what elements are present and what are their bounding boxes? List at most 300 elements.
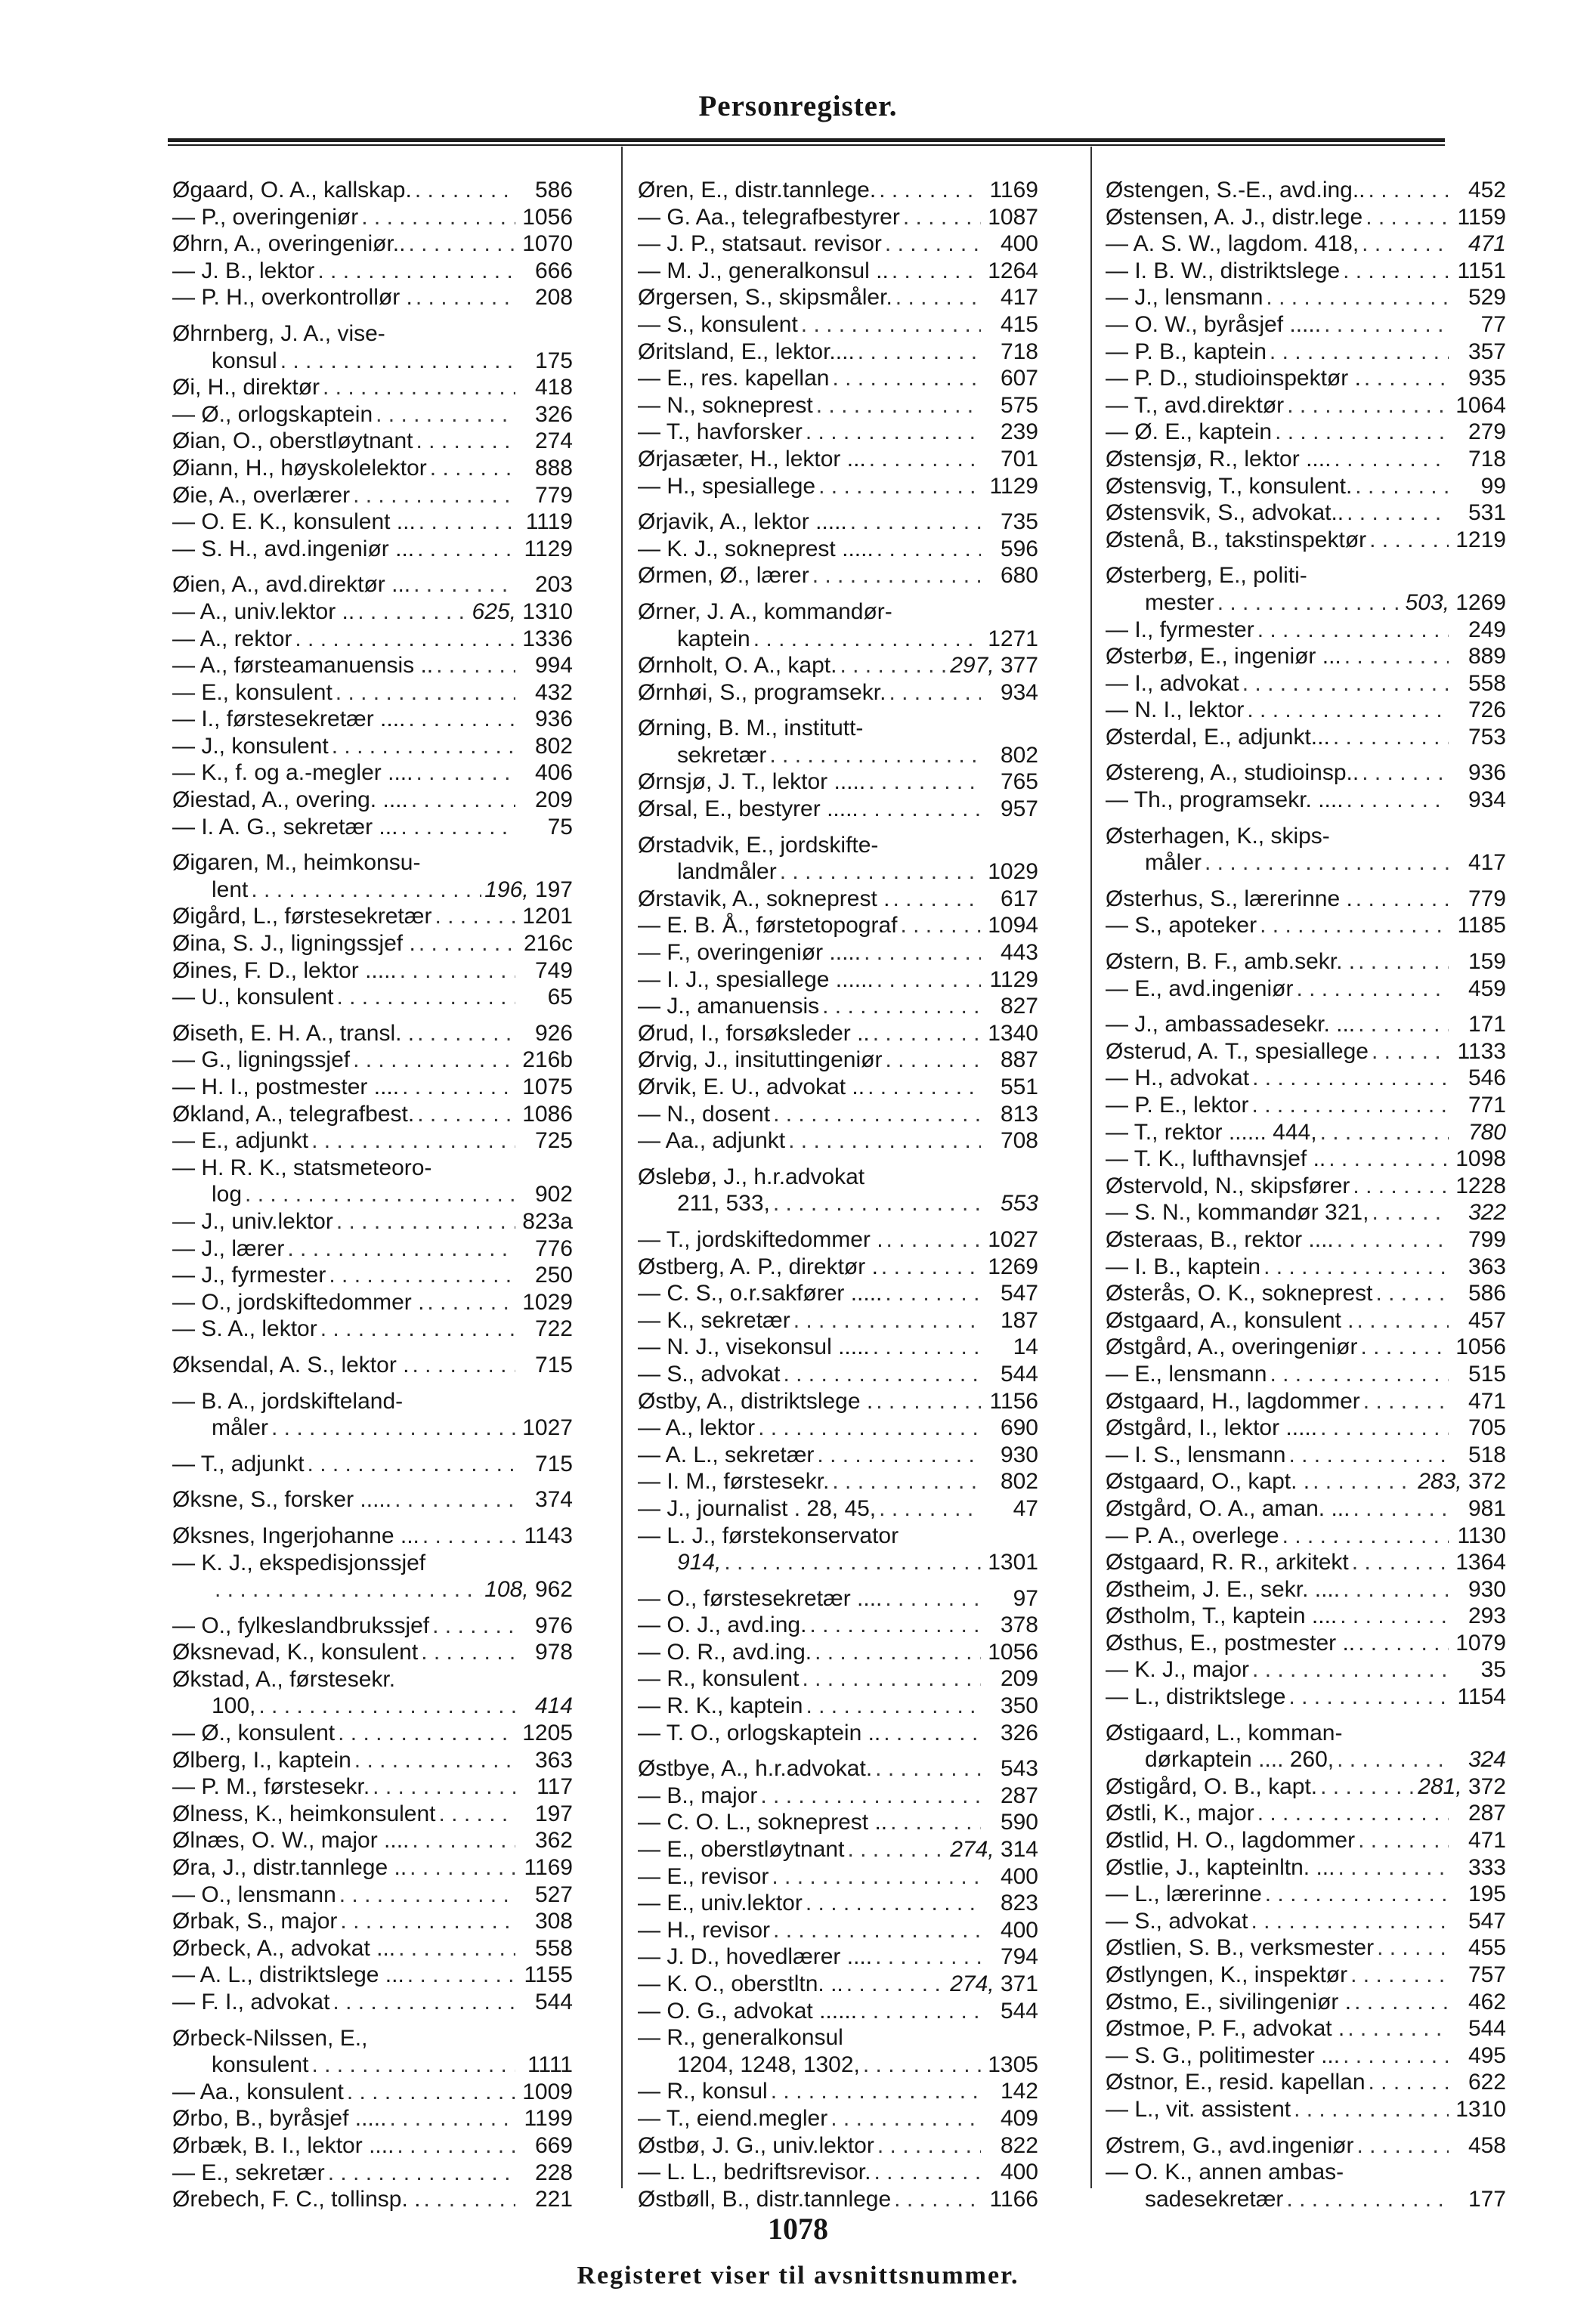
register-entry: [638, 1755, 1038, 1783]
entry-name: — E., avd.ingeniør: [1106, 976, 1294, 1001]
register-entry: [1106, 823, 1506, 850]
entry-name: Øra, J., distr.tannlege ..: [172, 1855, 407, 1881]
register-entry: [1106, 2069, 1506, 2096]
leader-dots: [900, 912, 981, 939]
entry-reference: 765: [1000, 769, 1038, 795]
entry-name: Østervold, N., skipsfører: [1106, 1173, 1350, 1198]
entry-section-number: [518, 1047, 573, 1074]
entry-section-number: [1452, 419, 1506, 446]
entry-name: — E. B. Å., førstetopograf: [638, 913, 898, 938]
entry-name: Østensvik, S., advokat..: [1106, 500, 1344, 526]
leader-dots: [271, 1415, 515, 1442]
entry-name: Østerberg, E., politi-: [1106, 563, 1307, 589]
leader-dots: [1270, 1361, 1449, 1388]
entry-name: Ørgersen, S., skipsmåler.: [638, 285, 892, 311]
entry-spacer: [1106, 1002, 1506, 1011]
entry-name: — E., oberstløytnant: [638, 1837, 845, 1863]
entry-section-number: [984, 365, 1038, 392]
entry-name: Ørbæk, B. I., lektor ....: [172, 2132, 394, 2158]
register-entry: [1106, 787, 1506, 814]
entry-name: Ørebech, F. C., tollinsp. .: [172, 2187, 421, 2212]
entry-name: Østgård, A., overingeniør: [1106, 1334, 1358, 1360]
entry-reference: 1336: [522, 626, 573, 651]
leader-dots: [1347, 2015, 1449, 2042]
leader-dots: [875, 1755, 981, 1783]
register-entry: [638, 912, 1038, 939]
register-entry: [172, 1576, 573, 1603]
register-entry: [172, 284, 573, 311]
entry-section-number: [1452, 886, 1506, 913]
leader-dots: [1320, 1119, 1449, 1146]
register-entry: [1106, 2132, 1506, 2160]
leader-dots: [280, 348, 515, 375]
entry-section-number: [984, 993, 1038, 1020]
entry-reference: 357: [1468, 339, 1506, 364]
entry-name: — J., fyrmester: [172, 1263, 326, 1288]
leader-dots: [1362, 759, 1449, 787]
entry-name: — C. O. L., sokneprest ..: [638, 1810, 888, 1835]
entry-reference: 596: [1000, 536, 1038, 561]
register-entry: [172, 2160, 573, 2187]
leader-dots: [413, 571, 515, 598]
entry-reference: 14: [1013, 1334, 1038, 1360]
leader-dots: [892, 886, 981, 913]
register-entry: [172, 733, 573, 760]
register-entry: [172, 1693, 573, 1720]
entry-reference: 1027: [522, 1415, 573, 1441]
register-entry: [638, 796, 1038, 823]
leader-dots: [308, 1451, 515, 1478]
register-entry: [172, 2132, 573, 2160]
entry-name: Østholm, T., kaptein ....: [1106, 1603, 1338, 1629]
entry-reference: 1029: [522, 1289, 573, 1315]
entry-section-number: [1452, 724, 1506, 751]
register-entry: [172, 571, 573, 598]
entry-section-number: [984, 536, 1038, 563]
entry-reference: 930: [1000, 1442, 1038, 1467]
entry-name: Østerbø, E., ingeniør ...: [1106, 644, 1341, 669]
entry-name: Øgaard, O. A., kallskap.: [172, 178, 412, 203]
entry-name: — O., førstesekretær ....: [638, 1585, 883, 1611]
entry-reference: 753: [1468, 724, 1506, 750]
entry-reference: 1064: [1455, 392, 1506, 418]
register-entry: [638, 2052, 1038, 2079]
entry-section-number: [1452, 177, 1506, 204]
entry-reference: 250: [534, 1263, 573, 1288]
entry-section-number: [984, 939, 1038, 966]
entry-extra-reference: 196,: [484, 877, 535, 902]
entry-name: Østbøll, B., distr.tannlege: [638, 2186, 892, 2212]
entry-name: Ørbeck-Nilssen, E.,: [172, 2025, 368, 2051]
entry-section-number: [518, 1773, 573, 1801]
entry-section-number: [518, 1827, 573, 1854]
leader-dots: [1352, 1549, 1449, 1576]
entry-reference: 216c: [523, 931, 573, 957]
entry-name: måler: [1145, 850, 1202, 876]
register-entry: [172, 1101, 573, 1128]
entry-name: Østgaard, O., kapt. .: [1106, 1469, 1310, 1495]
entry-name: Østmoe, P. F., advokat .: [1106, 2016, 1345, 2042]
register-entry: [172, 482, 573, 509]
entry-reference: 553: [1000, 1191, 1038, 1217]
leader-dots: [753, 626, 981, 653]
entry-name: — Aa., adjunkt: [638, 1128, 786, 1154]
entry-section-number: [518, 1127, 573, 1155]
entry-reference: 722: [534, 1316, 573, 1342]
entry-section-number: [984, 311, 1038, 339]
entry-name: — C. S., o.r.sakfører .....: [638, 1281, 883, 1306]
entry-name: Ølberg, I., kaptein: [172, 1747, 351, 1773]
entry-name: lent: [212, 877, 249, 902]
leader-dots: [1340, 1603, 1449, 1630]
entry-name: Østberg, A. P., direktør .: [638, 1254, 878, 1279]
entry-name: Økland, A., telegrafbest.: [172, 1101, 415, 1127]
entry-section-number: [518, 1352, 573, 1379]
entry-reference: 558: [1468, 670, 1506, 696]
register-entry: [172, 258, 573, 285]
entry-reference: 669: [534, 2132, 573, 2158]
entry-name: — G. Aa., telegrafbestyrer: [638, 204, 900, 230]
entry-reference: 287: [1468, 1801, 1506, 1826]
entry-section-number: [984, 258, 1038, 285]
register-entry: [1106, 284, 1506, 311]
entry-name: Østerud, A. T., spesiallege: [1106, 1038, 1369, 1064]
entry-reference: 308: [534, 1909, 573, 1934]
entry-name: — H. I., postmester ....: [172, 1074, 400, 1099]
register-entry: [638, 679, 1038, 707]
entry-reference: 590: [1000, 1810, 1038, 1835]
entry-spacer: [1106, 814, 1506, 823]
entry-section-number: [1452, 1254, 1506, 1281]
register-entry: [638, 1074, 1038, 1101]
entry-section-number: [984, 2105, 1038, 2132]
entry-section-number: [518, 1693, 573, 1720]
entry-name: Ørbeck, A., advokat ...: [172, 1935, 396, 1961]
register-entry: [1106, 1468, 1506, 1495]
register-entry: [1106, 1361, 1506, 1388]
leader-dots: [873, 1334, 981, 1361]
entry-name: Øina, S. J., ligningssjef .: [172, 931, 416, 957]
leader-dots: [1286, 2186, 1449, 2213]
entry-section-number: [1452, 1962, 1506, 1989]
entry-name: — P. E., lektor: [1106, 1093, 1249, 1118]
entry-reference: 1056: [522, 204, 573, 230]
leader-dots: [881, 1254, 981, 1281]
entry-reference: 371: [1000, 1971, 1038, 1996]
entry-name: — Ø., konsulent: [172, 1721, 336, 1746]
leader-dots: [889, 679, 981, 707]
entry-section-number: [1452, 1603, 1506, 1630]
entry-reference: 735: [1000, 509, 1038, 535]
entry-reference: 1185: [1457, 913, 1506, 938]
entry-reference: 47: [1013, 1495, 1038, 1521]
entry-extra-reference: 281,: [1418, 1773, 1468, 1799]
register-entry: [638, 1917, 1038, 1944]
register-entry: [638, 284, 1038, 311]
entry-section-number: [984, 912, 1038, 939]
entry-section-number: [518, 482, 573, 509]
entry-reference: 372: [1468, 1469, 1506, 1495]
entry-name: Øksne, S., forsker .....: [172, 1487, 392, 1513]
register-entry: [638, 1226, 1038, 1254]
entry-section-number: [984, 1809, 1038, 1836]
leader-dots: [1288, 1684, 1449, 1711]
register-entry: [172, 1720, 573, 1747]
entry-name: Østensjø, R., lektor ....: [1106, 446, 1332, 472]
entry-name: mester: [1145, 589, 1214, 615]
entry-name: — E., res. kapellan: [638, 366, 830, 391]
entry-spacer: [638, 1217, 1038, 1226]
entry-name: — I., fyrmester: [1106, 617, 1254, 642]
entry-spacer: [172, 1442, 573, 1451]
entry-name: Østbye, A., h.r.advokat.: [638, 1756, 873, 1782]
register-entry: [1106, 1146, 1506, 1173]
register-entry: [1106, 1523, 1506, 1550]
entry-section-number: [518, 428, 573, 455]
register-entry: [172, 1127, 573, 1155]
entry-reference: 377: [1000, 653, 1038, 679]
entry-reference: 1340: [988, 1020, 1038, 1046]
leader-dots: [883, 1720, 981, 1747]
entry-name: Øiann, H., høyskolelektor: [172, 455, 427, 481]
entry-name: — Ø., orlogskaptein: [172, 401, 373, 427]
entry-section-number: [950, 1971, 1038, 1998]
entry-reference: 794: [1000, 1944, 1038, 1970]
entry-name: Ørnhøi, S., programsekr.: [638, 679, 886, 705]
entry-name: Øren, E., distr.tannlege.: [638, 178, 877, 203]
register-entry: [172, 759, 573, 787]
entry-spacer: [638, 706, 1038, 715]
register-entry: [172, 1235, 573, 1263]
entry-section-number: [518, 626, 573, 653]
entry-name: — F. I., advokat: [172, 1990, 330, 2014]
entry-section-number: [984, 1998, 1038, 2025]
header-rule-thin: [168, 144, 1445, 146]
register-entry: [1106, 1388, 1506, 1415]
leader-dots: [863, 2052, 981, 2079]
entry-name: — N. I., lektor: [1106, 697, 1245, 723]
entry-name: — E., univ.lektor: [638, 1891, 803, 1916]
leader-dots: [879, 177, 981, 204]
entry-section-number: [950, 652, 1038, 679]
entry-reference: 99: [1480, 473, 1506, 499]
entry-section-number: [518, 571, 573, 598]
register-entry: [172, 1486, 573, 1514]
entry-name: — A. S. W., lagdom. 418,: [1106, 231, 1359, 257]
entry-section-number: [984, 562, 1038, 589]
leader-dots: [769, 742, 981, 769]
entry-section-number: [1452, 311, 1506, 339]
entry-reference: 994: [534, 653, 573, 679]
entry-reference: 471: [1468, 1828, 1506, 1854]
leader-dots: [772, 1863, 981, 1891]
leader-dots: [336, 984, 515, 1011]
entry-name: Ørjasæter, H., lektor ...: [638, 446, 866, 472]
leader-dots: [432, 1612, 515, 1640]
leader-dots: [422, 1523, 515, 1550]
entry-reference: 957: [1000, 796, 1038, 822]
entry-reference: 887: [1000, 1047, 1038, 1073]
register-entry: [172, 2105, 573, 2132]
register-entry: [638, 2132, 1038, 2160]
register-entry: [172, 1666, 573, 1693]
leader-dots: [846, 1971, 947, 1998]
register-entry: [1106, 1415, 1506, 1442]
leader-dots: [1353, 1173, 1449, 1200]
entry-name: — L., lærerinne: [1106, 1881, 1262, 1907]
entry-section-number: [484, 877, 573, 904]
register-entry: [1106, 1280, 1506, 1307]
leader-dots: [1343, 258, 1449, 285]
entry-name: Østgård, O. A., aman. ...: [1106, 1495, 1350, 1521]
entry-reference: 208: [534, 285, 573, 311]
leader-dots: [1260, 912, 1449, 939]
register-entry: [1106, 759, 1506, 787]
entry-name: Østensvig, T., konsulent.: [1106, 473, 1353, 499]
register-entry: [1106, 392, 1506, 419]
entry-name: — A., rektor: [172, 626, 292, 651]
entry-section-number: [518, 1074, 573, 1101]
register-entry: [638, 1836, 1038, 1863]
entry-reference: 195: [1468, 1881, 1506, 1907]
leader-dots: [885, 1047, 981, 1074]
register-entry: [172, 1989, 573, 2016]
leader-dots: [1358, 1630, 1449, 1657]
leader-dots: [398, 1935, 515, 1962]
leader-dots: [832, 1468, 981, 1495]
entry-section-number: [984, 446, 1038, 473]
entry-name: Østenå, B., takstinspektør: [1106, 527, 1367, 552]
entry-name: — T., jordskiftedommer .: [638, 1226, 883, 1252]
entry-name: — S., konsulent: [638, 311, 798, 337]
register-entry: [172, 1074, 573, 1101]
register-entry: [1106, 1065, 1506, 1092]
entry-section-number: [984, 204, 1038, 231]
entry-reference: 400: [1000, 2160, 1038, 2185]
entry-name: — P. H., overkontrollør .: [172, 285, 413, 311]
page-number: 1078: [768, 2212, 828, 2246]
entry-section-number: [518, 1415, 573, 1442]
entry-name: — S., advokat: [638, 1361, 781, 1387]
register-entry: [1106, 1092, 1506, 1119]
entry-reference: 1130: [1457, 1523, 1506, 1548]
register-entry: [638, 2186, 1038, 2213]
leader-dots: [1377, 1934, 1449, 1962]
register-entry: [1106, 1173, 1506, 1200]
entry-name: Øiestad, A., overing. ....: [172, 787, 408, 813]
register-entry: [1106, 617, 1506, 644]
entry-name: Ørvik, E. U., advokat ..: [638, 1074, 865, 1099]
entry-name: — I. B., kaptein: [1106, 1254, 1261, 1279]
register-entry: [1106, 527, 1506, 554]
register-entry: [1106, 1495, 1506, 1523]
entry-reference: 187: [1000, 1307, 1038, 1333]
entry-name: — P. M., førstesekr.: [172, 1774, 370, 1800]
register-entry: [172, 204, 573, 231]
register-entry: [1106, 948, 1506, 976]
entry-reference: 802: [1000, 742, 1038, 768]
entry-extra-reference: 625,: [472, 598, 523, 624]
entry-reference: 1129: [989, 966, 1038, 992]
register-entry: [1106, 1549, 1506, 1576]
entry-spacer: [172, 311, 573, 320]
entry-reference: 462: [1468, 1989, 1506, 2014]
entry-reference: 531: [1468, 500, 1506, 526]
entry-reference: 159: [1468, 949, 1506, 975]
entry-reference: 930: [1468, 1576, 1506, 1602]
entry-reference: 715: [534, 1352, 573, 1377]
entry-section-number: [1452, 527, 1506, 554]
entry-name: sadesekretær: [1145, 2186, 1284, 2212]
register-entry: [172, 1550, 573, 1577]
register-entry: [172, 984, 573, 1011]
register-entry: [172, 1181, 573, 1208]
entry-section-number: [518, 2186, 573, 2213]
entry-section-number: [1452, 258, 1506, 285]
entry-extra-reference: 274,: [950, 1837, 1001, 1863]
entry-reference: 1169: [524, 1855, 573, 1881]
entry-section-number: [518, 177, 573, 204]
leader-dots: [1265, 1881, 1449, 1908]
entry-name: Ørud, I., forsøksleder ..: [638, 1020, 870, 1046]
leader-dots: [1288, 1442, 1449, 1469]
entry-section-number: [984, 1047, 1038, 1074]
entry-section-number: [1452, 1065, 1506, 1092]
leader-dots: [1205, 849, 1449, 877]
entry-section-number: [1452, 1989, 1506, 2016]
entry-section-number: [984, 1190, 1038, 1217]
leader-dots: [1337, 1746, 1449, 1773]
leader-dots: [1266, 284, 1449, 311]
page-title: Personregister.: [698, 90, 898, 122]
entry-name: kaptein: [677, 626, 750, 651]
entry-reference: 813: [1000, 1101, 1038, 1127]
leader-dots: [1353, 1495, 1449, 1523]
entry-section-number: [984, 679, 1038, 707]
leader-dots: [1356, 2132, 1449, 2160]
entry-reference: 1094: [988, 913, 1038, 938]
register-entry: [172, 536, 573, 563]
leader-dots: [885, 1585, 981, 1612]
entry-name: — K. J., sokneprest .....: [638, 536, 874, 561]
register-entry: [1106, 1254, 1506, 1281]
entry-section-number: [1452, 617, 1506, 644]
entry-name: — S., apoteker: [1106, 913, 1257, 938]
leader-dots: [295, 626, 515, 653]
entry-name: Østlien, S. B., verksmester: [1106, 1935, 1375, 1961]
register-entry: [172, 849, 573, 877]
entry-section-number: [984, 2052, 1038, 2079]
entry-name: — A. L., distriktslege ...: [172, 1962, 404, 1988]
entry-section-number: [984, 392, 1038, 419]
leader-dots: [340, 1908, 515, 1935]
entry-reference: 249: [1468, 617, 1506, 642]
entry-section-number: [1418, 1773, 1506, 1801]
register-entry: [172, 903, 573, 930]
entry-section-number: [1452, 392, 1506, 419]
entry-reference: 551: [1000, 1074, 1038, 1099]
entry-section-number: [1452, 976, 1506, 1003]
leader-dots: [328, 2160, 515, 2187]
leader-dots: [1355, 473, 1449, 500]
entry-reference: 432: [534, 679, 573, 705]
leader-dots: [373, 1773, 515, 1801]
register-entry: [1106, 1881, 1506, 1908]
register-entry: [638, 1665, 1038, 1693]
entry-reference: 701: [1000, 446, 1038, 472]
leader-dots: [793, 1307, 981, 1334]
leader-dots: [408, 230, 515, 258]
